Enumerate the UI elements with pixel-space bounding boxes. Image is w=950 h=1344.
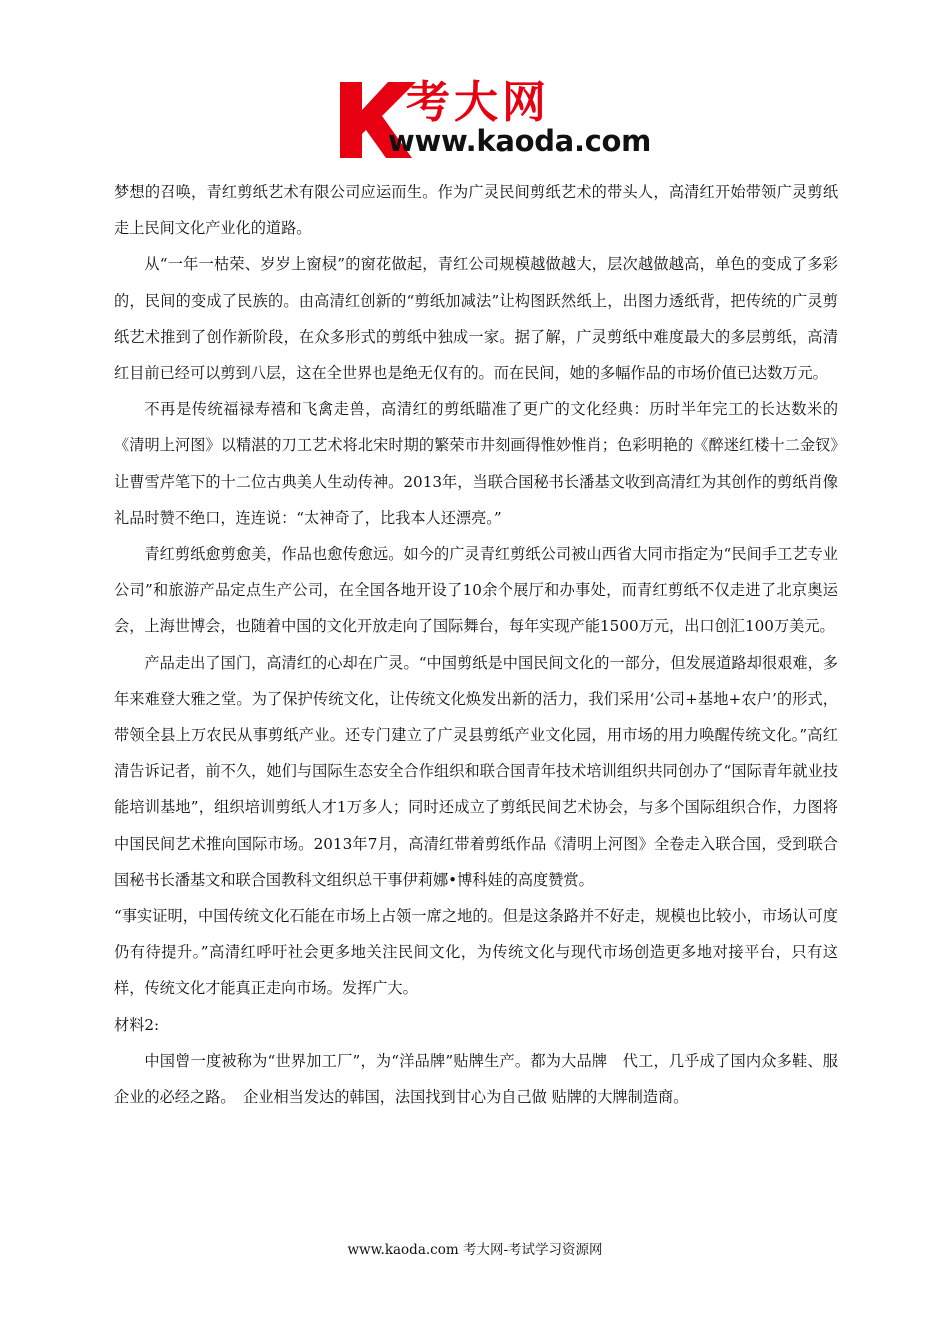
paragraph: 从“一年一枯荣、岁岁上窗棂”的窗花做起，青红公司规模越做越大，层次越做越高，单色的变成了多彩的，民间的变成了民族的。由高清红创新的“剪纸加减法”让构图跃然纸上，出图力透纸背，把传统的广灵剪纸艺术推到了创作新阶段，在众多形式的剪纸中独成一家。据了解，广灵剪纸中难度最大的多层剪纸，高清红目前已经可以剪到八层，这在全世界也是绝无仅有的。而在民间，她的多幅作品的市场价值已达数万元。 <box>114 255 838 383</box>
logo-url-text: www.kaoda.com <box>388 124 652 158</box>
page-footer: www.kaoda.com 考大网-考试学习资源网 <box>347 1242 603 1258</box>
article-body <box>114 174 838 1115</box>
section-heading-material-2: 材料2: <box>114 1015 160 1034</box>
paragraph-quote: “事实证明，中国传统文化石能在市场上占领一席之地的。但是这条路并不好走，规模也比较小，市场认可度仍有待提升。”高清红呼吁社会更多地关注民间文化，为传统文化与现代市场创造更多地对接平台，只有这样，传统文化才能真正走向市场。发挥广大。 <box>114 907 838 998</box>
paragraph: 青红剪纸愈剪愈美，作品也愈传愈远。如今的广灵青红剪纸公司被山西省大同市指定为“民间手工艺专业公司”和旅游产品定点生产公司，在全国各地开设了10余个展厅和办事处，而青红剪纸不仅走进了北京奥运会，上海世博会，也随着中国的文化开放走向了国际舞台，每年实现产能1500万元，出口创汇100万美元。 <box>114 545 838 636</box>
paragraph-continuation: 梦想的召唤，青红剪纸艺术有限公司应运而生。作为广灵民间剪纸艺术的带头人，高清红开始带领广灵剪纸走上民间文化产业化的道路。 <box>114 183 838 238</box>
logo-brand-text: 考大网 <box>406 77 550 128</box>
paragraph: 不再是传统福禄寿禧和飞禽走兽，高清红的剪纸瞄准了更广的文化经典：历时半年完工的长达数米的《清明上河图》以精湛的刀工艺术将北宋时期的繁荣市井刻画得惟妙惟肖；色彩明艳的《醉迷红楼十二金钗》让曹雪芹笔下的十二位古典美人生动传神。2013年，当联合国秘书长潘基文收到高清红为其创作的剪纸肖像礼品时赞不绝口，连连说：“太神奇了，比我本人还漂亮。” <box>114 400 838 527</box>
paragraph: 产品走出了国门，高清红的心却在广灵。“中国剪纸是中国民间文化的一部分，但发展道路却很艰难，多年来难登大雅之堂。为了保护传统文化，让传统文化焕发出新的活力，我们采用‘公司+基地+农户’的形式，带领全县上万农民从事剪纸产业。还专门建立了广灵县剪纸产业文化园，用市场的用力唤醒传统文化。”高红清告诉记者，前不久，她们与国际生态安全合作组织和联合国青年技术培训组织共同创办了“国际青年就业技能培训基地”，组织培训剪纸人才1万多人；同时还成立了剪纸民间艺术协会，与多个国际组织合作，力图将中国民间艺术推向国际市场。2013年7月，高清红带着剪纸作品《清明上河图》全卷走入联合国，受到联合国秘书长潘基文和联合国教科文组织总干事伊莉娜•博科娃的高度赞赏。 <box>114 653 838 889</box>
paragraph: 中国曾一度被称为“世界加工厂”，为“洋品牌”贴牌生产。都为大品牌 代工，几乎成了国内众多鞋、服企业的必经之路。 企业相当发达的韩国，法国找到甘心为自己做 贴牌的大牌制造商。 <box>114 1051 838 1107</box>
kaoda-logo <box>336 77 666 160</box>
